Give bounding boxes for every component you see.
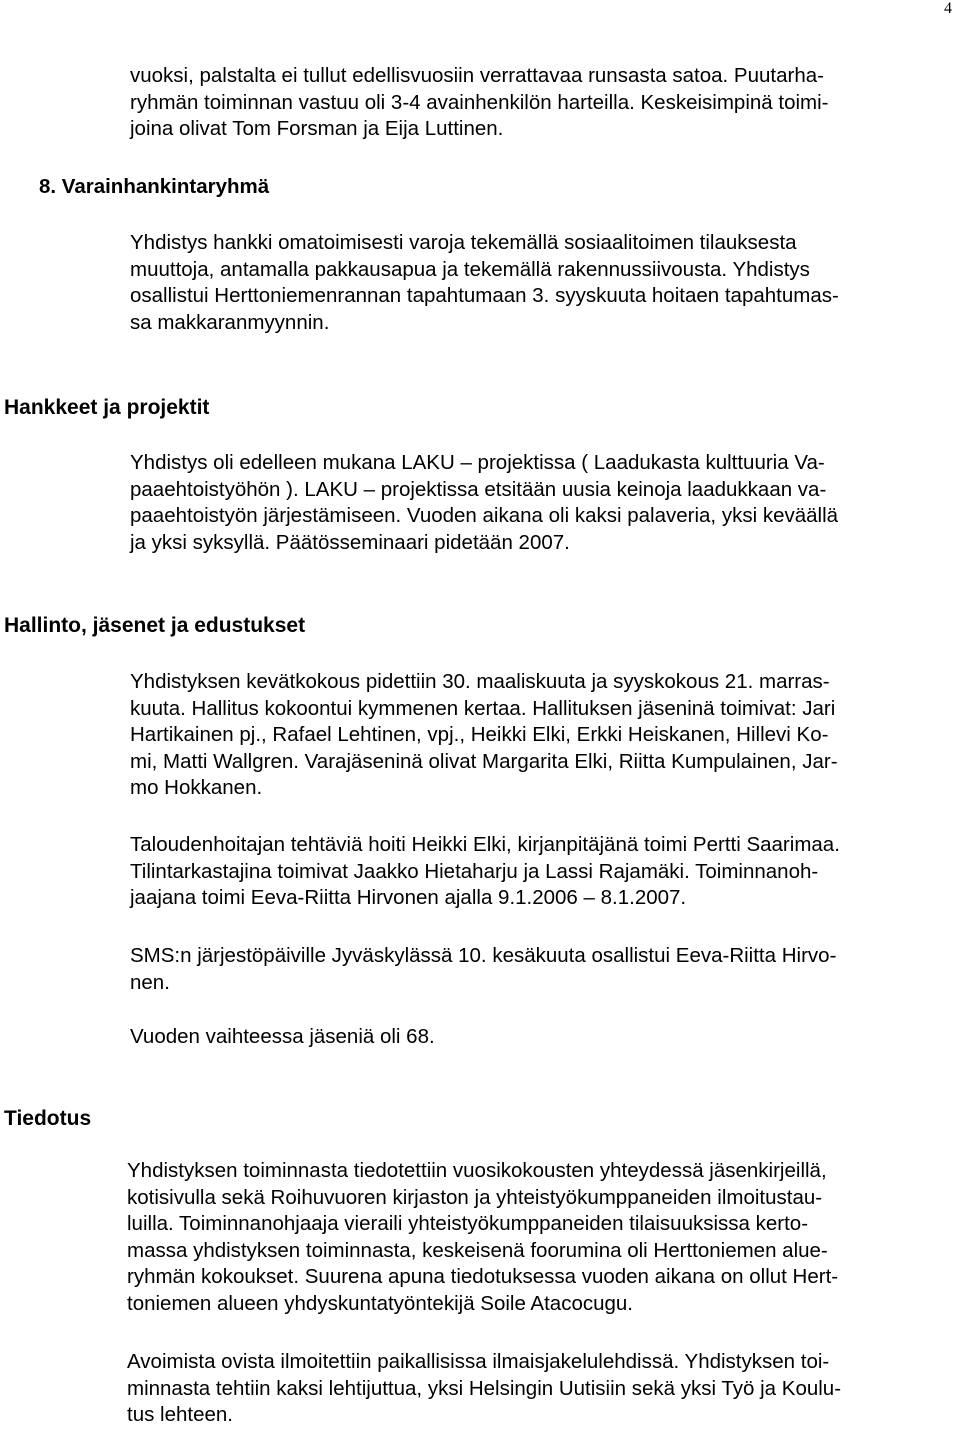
text-line: tus lehteen. (127, 1403, 233, 1426)
text-line: paaehtoistyön järjestämiseen. Vuoden aikana oli kaksi palaveria, yksi keväällä (130, 504, 839, 527)
hallinto-paragraph-1 (130, 669, 838, 802)
text-line: Avoimista ovista ilmoitettiin paikallisissa ilmaisjakelulehdissä. Yhdistyksen toi- (127, 1350, 830, 1373)
text-line: sa makkaranmyynnin. (130, 310, 330, 334)
hankkeet-paragraph (130, 450, 838, 556)
text-line: nen. (130, 970, 170, 994)
text-line: ja yksi syksyllä. Päätösseminaari pidetään 2007. (130, 530, 570, 554)
text-line: vuoksi, palstalta ei tullut edellisvuosiin verrattavaa runsasta satoa. Puutarha- (130, 64, 824, 87)
intro-paragraph (130, 63, 828, 143)
text-line: osallistui Herttoniemenrannan tapahtumaan 3. syyskuuta hoitaen tapahtumas- (130, 284, 839, 307)
section-heading-tiedotus: Tiedotus (4, 1107, 92, 1130)
hallinto-paragraph-4 (130, 1024, 435, 1051)
varainhankinta-paragraph (130, 230, 839, 336)
text-line: joina olivat Tom Forsman ja Eija Luttinen. (130, 117, 504, 140)
text-line: toniemen alueen yhdyskuntatyöntekijä Soile Atacocugu. (127, 1291, 634, 1315)
text-line: Tilintarkastajina toimivat Jaakko Hietaharju ja Lassi Rajamäki. Toiminnanoh- (130, 859, 819, 883)
text-line: muuttoja, antamalla pakkausapua ja tekemällä rakennussiivousta. Yhdistys (130, 257, 810, 281)
text-line: Yhdistyksen toiminnasta tiedotettiin vuosikokousten yhteydessä jäsenkirjeillä, (127, 1159, 827, 1182)
hallinto-paragraph-3 (130, 943, 836, 996)
hallinto-paragraph-2 (130, 832, 840, 912)
text-line: Yhdistyksen kevätkokous pidettiin 30. maaliskuuta ja syyskokous 21. marras- (130, 670, 830, 693)
text-line: SMS:n järjestöpäiville Jyväskylässä 10. kesäkuuta osallistui Eeva-Riitta Hirvo- (130, 944, 837, 967)
section-heading-varainhankinta: 8. Varainhankintaryhmä (39, 175, 270, 198)
text-line: jaajana toimi Eeva-Riitta Hirvonen ajalla 9.1.2006 – 8.1.2007. (130, 886, 687, 909)
text-line: Yhdistys hankki omatoimisesti varoja tekemällä sosiaalitoimen tilauksesta (130, 231, 797, 254)
text-line: mi, Matti Wallgren. Varajäseninä olivat Margarita Elki, Riitta Kumpulainen, Jar- (130, 749, 838, 773)
tiedotus-paragraph-1 (127, 1158, 838, 1317)
text-line: kuuta. Hallitus kokoontui kymmenen kertaa. Hallituksen jäseninä toimivat: Jari (130, 696, 836, 720)
text-line: kotisivulla sekä Roihuvuoren kirjaston ja yhteistyökumppaneiden ilmoitustau- (127, 1185, 823, 1209)
text-line: paaehtoistyöhön ). LAKU – projektissa etsitään uusia keinoja laadukkaan va- (130, 477, 827, 501)
page-number: 4 (944, 0, 952, 17)
text-line: massa yhdistyksen toiminnasta, keskeisenä foorumina oli Herttoniemen alue- (127, 1238, 828, 1262)
text-line: Yhdistys oli edelleen mukana LAKU – projektissa ( Laadukasta kulttuuria Va- (130, 451, 825, 474)
text-line: luilla. Toiminnanohjaaja vieraili yhteistyökumppaneiden tilaisuuksissa kerto- (127, 1212, 809, 1235)
text-line: ryhmän toiminnan vastuu oli 3-4 avainhenkilön harteilla. Keskeisimpinä toimi- (130, 90, 829, 114)
text-line: Taloudenhoitajan tehtäviä hoiti Heikki Elki, kirjanpitäjänä toimi Pertti Saarimaa. (130, 833, 840, 856)
text-line: minnasta tehtiin kaksi lehtijuttua, yksi Helsingin Uutisiin sekä yksi Työ ja Koulu- (127, 1376, 842, 1400)
text-line: mo Hokkanen. (130, 776, 263, 799)
section-heading-hallinto: Hallinto, jäsenet ja edustukset (4, 614, 306, 637)
text-line: Hartikainen pj., Rafael Lehtinen, vpj., Heikki Elki, Erkki Heiskanen, Hillevi Ko- (130, 723, 829, 746)
tiedotus-paragraph-2 (127, 1349, 841, 1429)
text-line: ryhmän kokoukset. Suurena apuna tiedotuksessa vuoden aikana on ollut Hert- (127, 1265, 839, 1288)
section-heading-hankkeet: Hankkeet ja projektit (4, 396, 210, 419)
text-line: Vuoden vaihteessa jäseniä oli 68. (130, 1025, 435, 1048)
